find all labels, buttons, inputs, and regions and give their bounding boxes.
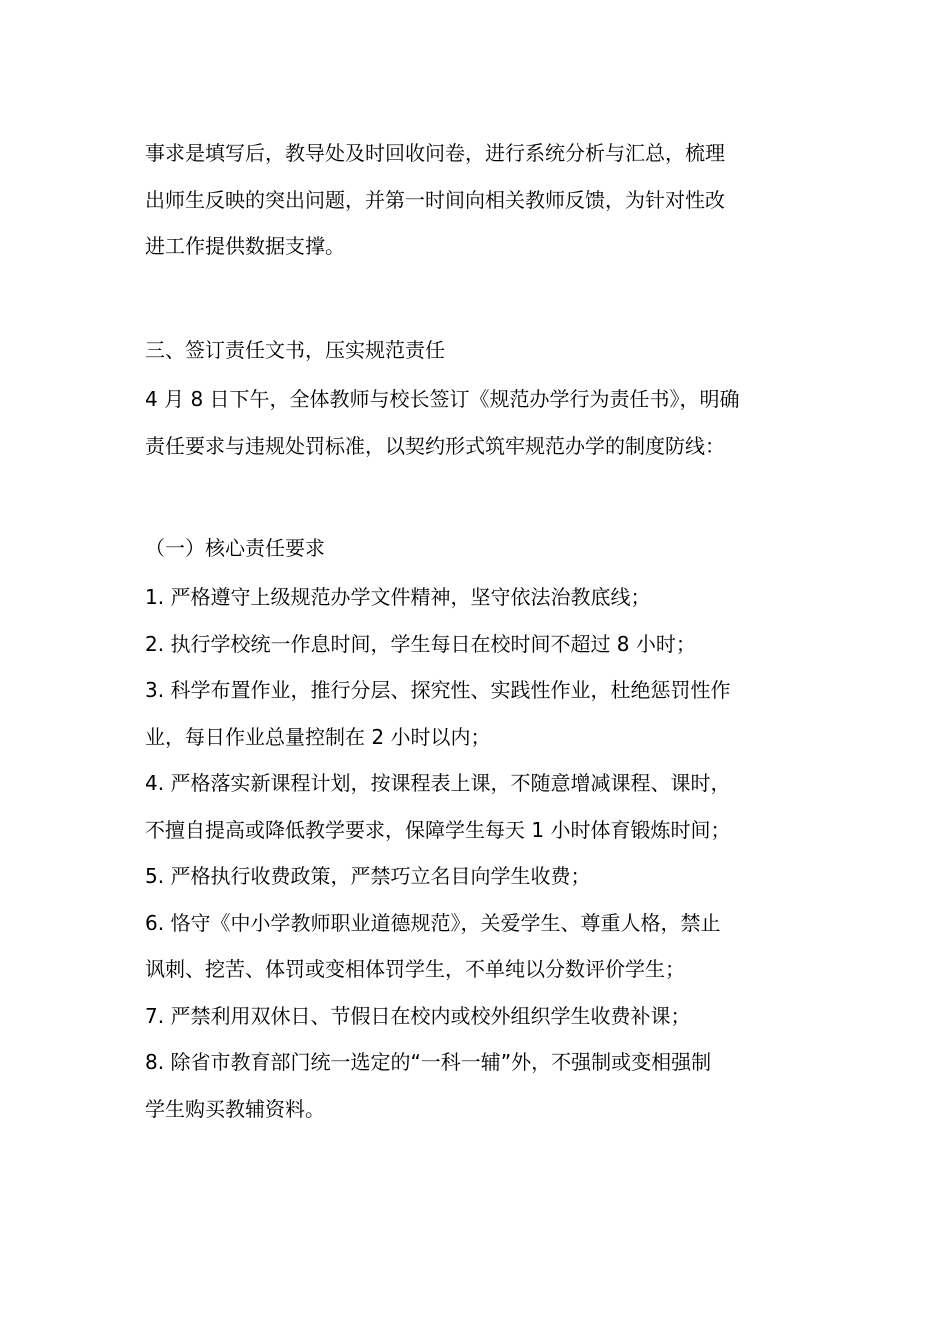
section-three-paragraph xyxy=(145,376,815,469)
list-item-continuation: 讽刺、挖苦、体罚或变相体罚学生，不单纯以分数评价学生； xyxy=(145,957,685,981)
list-item: 6. 恪守《中小学教师职业道德规范》，关爱学生、尊重人格，禁止 xyxy=(145,910,721,935)
subsection-heading: （一）核心责任要求 xyxy=(145,536,325,560)
section-three-heading: 三、签订责任文书，压实规范责任 xyxy=(145,338,445,362)
list-item: 7. 严禁利用双休日、节假日在校内或校外组织学生收费补课； xyxy=(145,1003,691,1028)
intro-line: 出师生反映的突出问题，并第一时间向相关教师反馈，为针对性改 xyxy=(145,187,725,212)
list-item-continuation: 学生购买教辅资料。 xyxy=(145,1096,325,1121)
list-item-continuation: 不擅自提高或降低教学要求，保障学生每天 1 小时体育锻炼时间； xyxy=(145,817,731,842)
list-item: 1. 严格遵守上级规范办学文件精神，坚守依法治教底线； xyxy=(145,585,651,609)
list-item: 8. 除省市教育部门统一选定的“一科一辅”外，不强制或变相强制 xyxy=(145,1050,712,1074)
list-item: 2. 执行学校统一作息时间，学生每日在校时间不超过 8 小时； xyxy=(145,631,696,656)
requirements-list xyxy=(145,574,815,1132)
list-item: 5. 严格执行收费政策，严禁巧立名目向学生收费； xyxy=(145,864,591,888)
list-item: 3. 科学布置作业，推行分层、探究性、实践性作业，杜绝惩罚性作 xyxy=(145,678,731,702)
list-item-continuation: 业，每日作业总量控制在 2 小时以内； xyxy=(145,724,491,749)
intro-line: 事求是填写后，教导处及时回收问卷，进行系统分析与汇总，梳理 xyxy=(145,141,725,165)
intro-line: 进工作提供数据支撑。 xyxy=(145,234,345,258)
list-item: 4. 严格落实新课程计划，按课程表上课，不随意增减课程、课时， xyxy=(145,771,731,795)
intro-paragraph xyxy=(145,130,815,270)
section-three-line: 责任要求与违规处罚标准，以契约形式筑牢规范办学的制度防线： xyxy=(145,433,725,458)
section-three-line: 4 月 8 日下午，全体教师与校长签订《规范办学行为责任书》，明确 xyxy=(145,387,740,411)
